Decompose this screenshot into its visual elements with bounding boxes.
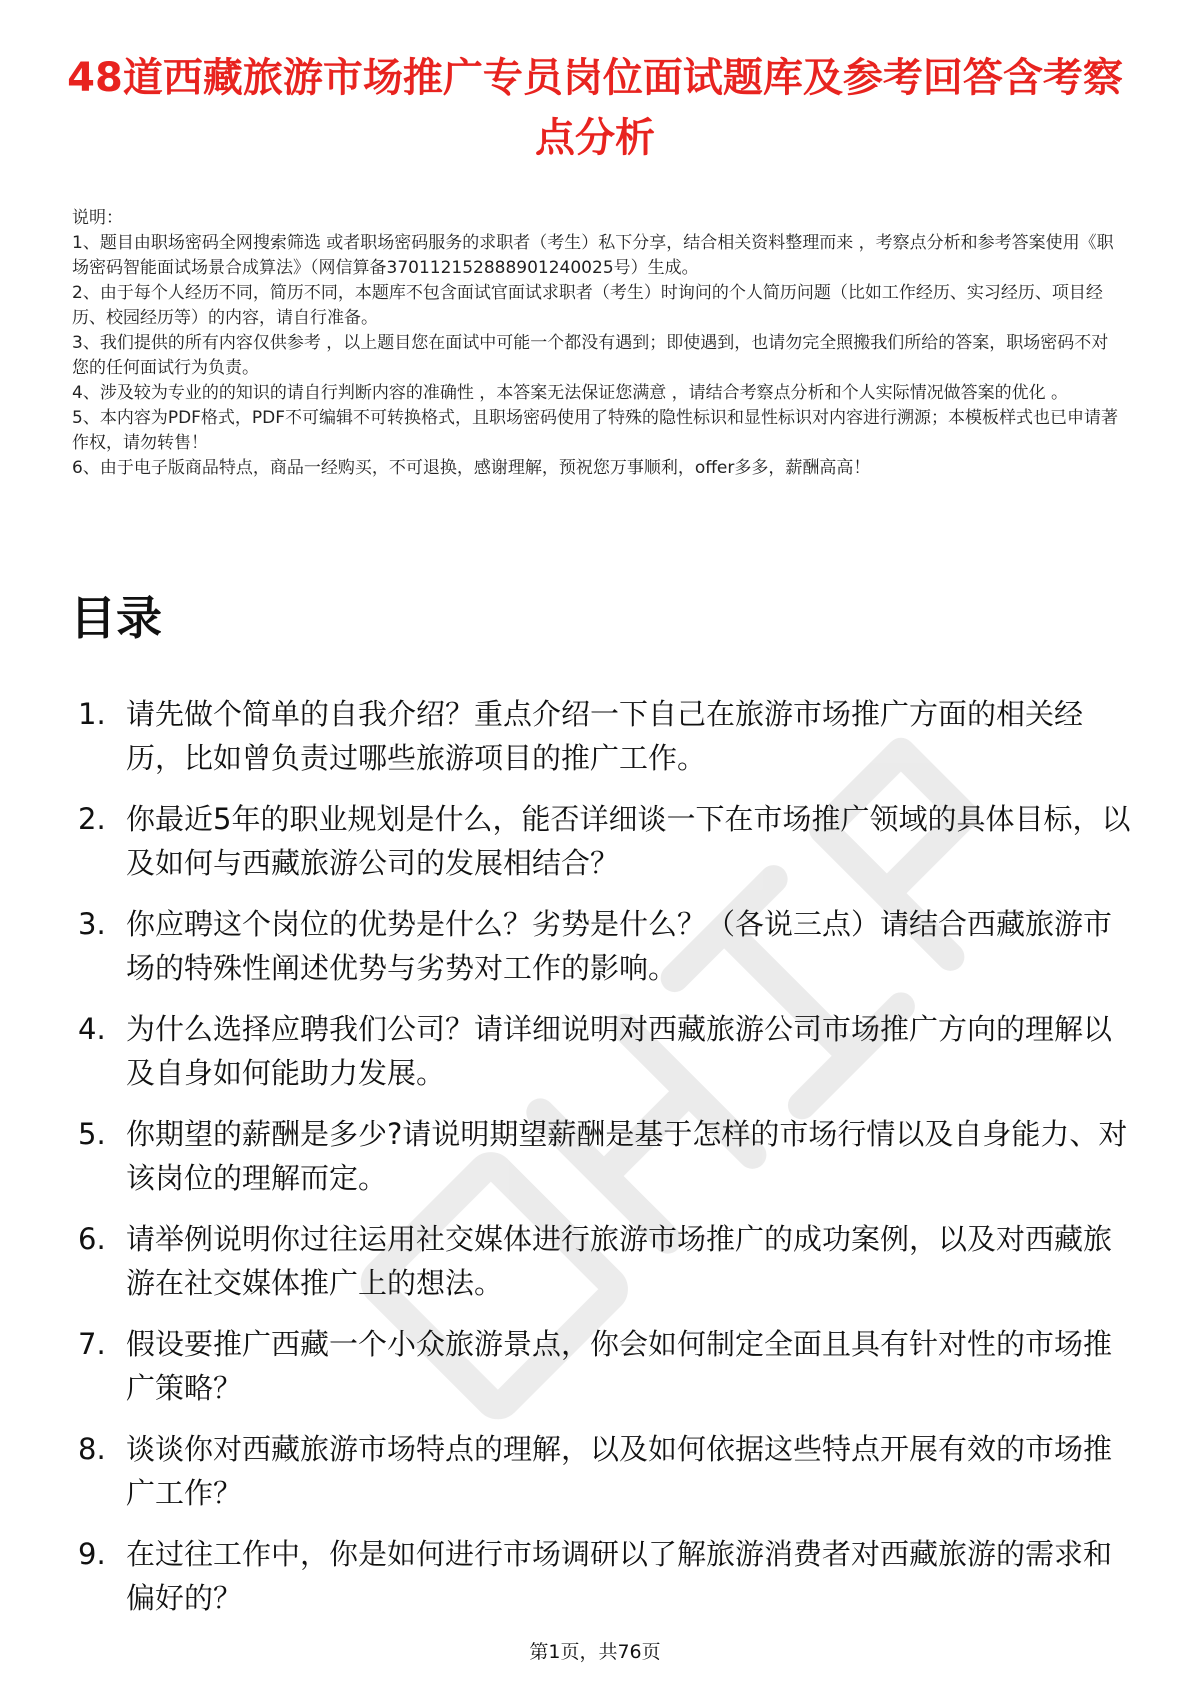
toc-item-text[interactable]: 你应聘这个岗位的优势是什么？劣势是什么？（各说三点）请结合西藏旅游市场的特殊性阐述优势与劣势对工作的影响。 [126, 907, 1113, 985]
toc-list [78, 692, 1138, 1637]
toc-item-text[interactable]: 谈谈你对西藏旅游市场特点的理解，以及如何依据这些特点开展有效的市场推广工作？ [126, 1432, 1113, 1510]
toc-item-text[interactable]: 请举例说明你过往运用社交媒体进行旅游市场推广的成功案例，以及对西藏旅游在社交媒体推广上的想法。 [126, 1222, 1113, 1300]
toc-item[interactable] [78, 797, 1138, 902]
toc-item[interactable] [78, 1532, 1138, 1637]
toc-heading: 目录 [70, 591, 162, 645]
toc-item[interactable] [78, 902, 1138, 1007]
toc-item-text[interactable]: 在过往工作中，你是如何进行市场调研以了解旅游消费者对西藏旅游的需求和偏好的？ [126, 1537, 1113, 1615]
toc-item-number: 7. [78, 1327, 106, 1361]
toc-item-text[interactable]: 为什么选择应聘我们公司？请详细说明对西藏旅游公司市场推广方向的理解以及自身如何能助力发展。 [126, 1012, 1113, 1090]
notes-heading: 说明： [72, 208, 123, 228]
page-title: 48道西藏旅游市场推广专员岗位面试题库及参考回答含考察点分析 [67, 55, 1123, 161]
toc-item-number: 2. [78, 802, 106, 836]
toc-item-text[interactable]: 假设要推广西藏一个小众旅游景点，你会如何制定全面且具有针对性的市场推广策略？ [126, 1327, 1113, 1405]
toc-item-number: 3. [78, 907, 106, 941]
toc-item-number: 9. [78, 1537, 106, 1571]
notes-item: 2、由于每个人经历不同，简历不同，本题库不包含面试官面试求职者（考生）时询问的个人简历问题（比如工作经历、实习经历、项目经历、校园经历等）的内容，请自行准备。 [72, 283, 1103, 328]
notes-item: 3、我们提供的所有内容仅供参考 ，以上题目您在面试中可能一个都没有遇到；即使遇到，也请勿完全照搬我们所给的答案，职场密码不对您的任何面试行为负责。 [72, 333, 1109, 378]
toc-item-text[interactable]: 请先做个简单的自我介绍？重点介绍一下自己在旅游市场推广方面的相关经历，比如曾负责过哪些旅游项目的推广工作。 [126, 697, 1084, 775]
toc-item-text[interactable]: 你最近5年的职业规划是什么，能否详细谈一下在市场推广领域的具体目标，以及如何与西藏旅游公司的发展相结合？ [126, 802, 1131, 880]
toc-item-number: 5. [78, 1117, 106, 1151]
toc-item[interactable] [78, 1217, 1138, 1322]
toc-item[interactable] [78, 1427, 1138, 1532]
page-footer: 第1页，共76页 [529, 1641, 661, 1663]
notes-item: 4、涉及较为专业的的知识的请自行判断内容的准确性 ，本答案无法保证您满意 ，请结合考察点分析和个人实际情况做答案的优化 。 [72, 383, 1069, 403]
toc-item-number: 6. [78, 1222, 106, 1256]
toc-item[interactable] [78, 1007, 1138, 1112]
notes-item: 5、本内容为PDF格式，PDF不可编辑不可转换格式，且职场密码使用了特殊的隐性标识和显性标识对内容进行溯源；本模板样式也已申请著作权，请勿转售！ [72, 408, 1119, 453]
toc-item[interactable] [78, 1322, 1138, 1427]
toc-item-number: 8. [78, 1432, 106, 1466]
toc-item[interactable] [78, 692, 1138, 797]
toc-item-number: 1. [78, 697, 106, 731]
toc-item-number: 4. [78, 1012, 106, 1046]
toc-item[interactable] [78, 1112, 1138, 1217]
notes-item: 6、由于电子版商品特点，商品一经购买，不可退换，感谢理解，预祝您万事顺利，offer多多，薪酬高高！ [72, 458, 871, 478]
notes-item: 1、题目由职场密码全网搜索筛选 或者职场密码服务的求职者（考生）私下分享，结合相关资料整理而来 ，考察点分析和参考答案使用《职场密码智能面试场景合成算法》（网信算备370112152888901240025号）生成。 [72, 233, 1114, 278]
notes-section [72, 206, 1122, 481]
toc-item-text[interactable]: 你期望的薪酬是多少?请说明期望薪酬是基于怎样的市场行情以及自身能力、对该岗位的理解而定。 [126, 1117, 1128, 1195]
